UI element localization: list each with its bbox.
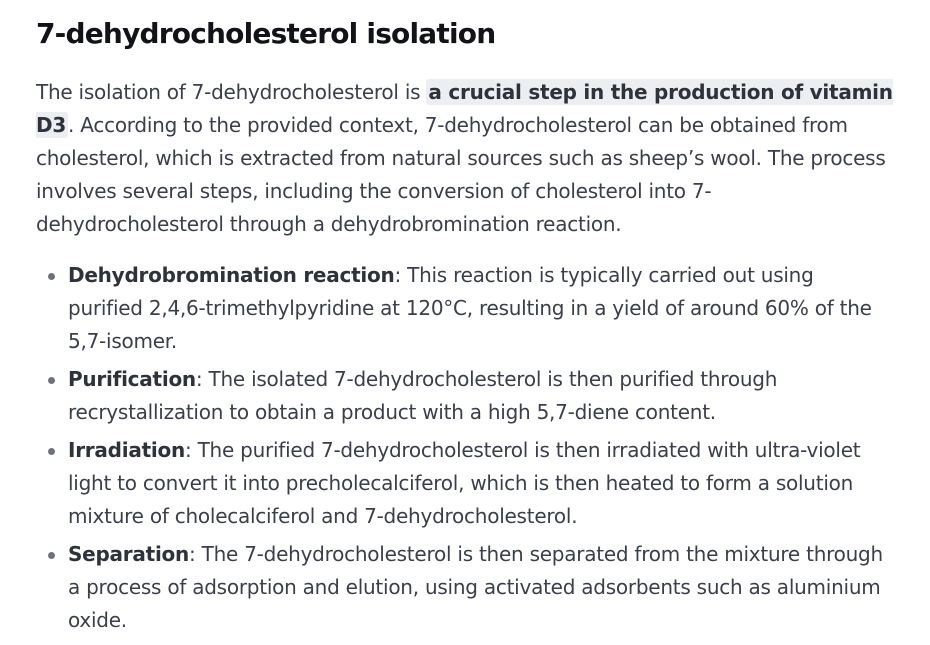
step-term: Separation	[68, 542, 190, 566]
page-title: 7-dehydrocholesterol isolation	[36, 17, 496, 50]
steps-list	[36, 259, 894, 637]
step-term: Irradiation	[68, 438, 185, 462]
step-term: Purification	[68, 367, 196, 391]
bullet-icon	[48, 552, 55, 559]
list-item	[36, 363, 894, 429]
list-item	[36, 434, 894, 533]
intro-text-end: . According to the provided context, 7-dehydrocholesterol can be obtained from cholesterol, which is extracted from natural sources such as sheep’s wool. The process involves several steps, including the conversion of cholesterol into 7-dehydrocholesterol through a dehydrobromination reaction.	[36, 113, 886, 236]
highlighted-phrase: a crucial step in the production of vitamin D3	[36, 80, 893, 137]
step-term: Dehydrobromination reaction	[68, 263, 395, 287]
step-text: : The purified 7-dehydrocholesterol is then irradiated with ultra-violet light to convert it into precholecalciferol, which is then heated to form a solution mixture of cholecalciferol and 7-dehydrocholesterol.	[68, 438, 861, 528]
list-item	[36, 538, 894, 637]
bullet-icon	[48, 273, 55, 280]
step-text: : This reaction is typically carried out using purified 2,4,6-trimethylpyridine at 120°C, resulting in a yield of around 60% of the 5,7-isomer.	[68, 263, 872, 353]
intro-text-start: The isolation of 7-dehydrocholesterol is	[36, 80, 427, 104]
list-item	[36, 259, 894, 358]
bullet-icon	[48, 448, 55, 455]
step-text: : The 7-dehydrocholesterol is then separated from the mixture through a process of adsorption and elution, using activated adsorbents such as aluminium oxide.	[68, 542, 883, 632]
step-text: : The isolated 7-dehydrocholesterol is then purified through recrystallization to obtain a product with a high 5,7-diene content.	[68, 367, 778, 424]
bullet-icon	[48, 377, 55, 384]
intro-paragraph	[36, 76, 894, 241]
